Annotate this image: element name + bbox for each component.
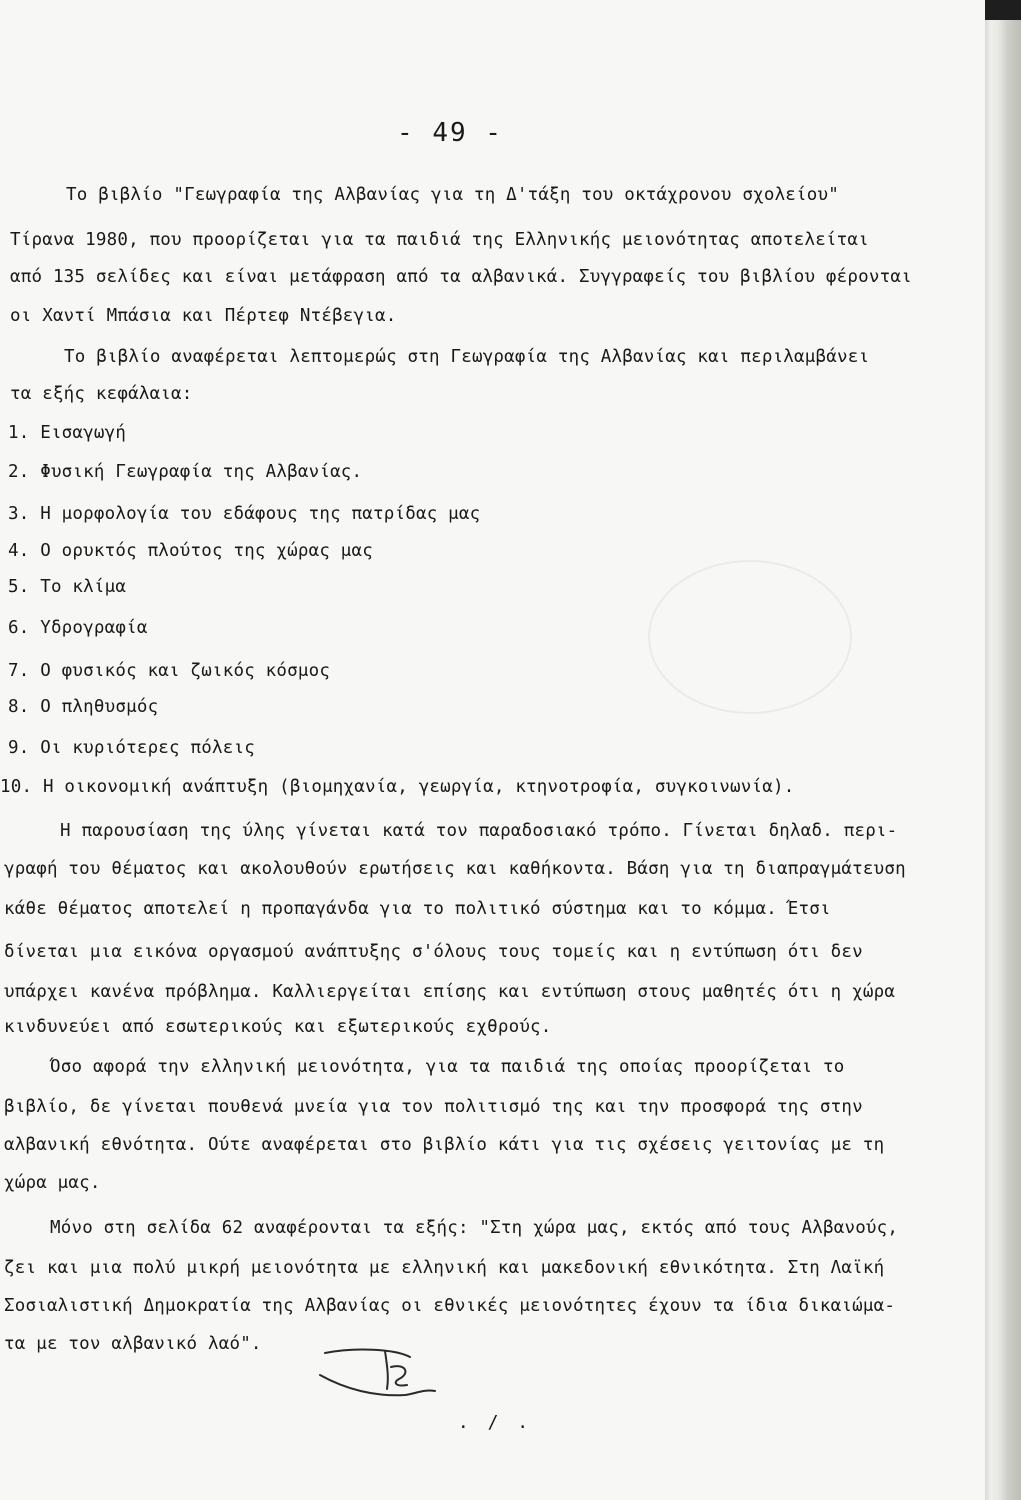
list-item: 4. Ο ορυκτός πλούτος της χώρας μας bbox=[8, 541, 374, 561]
text-line: Η παρουσίαση της ύλης γίνεται κατά τον παραδοσιακό τρόπο. Γίνεται δηλαδ. περι- bbox=[60, 821, 898, 841]
text-line: Σοσιαλιστική Δημοκρατία της Αλβανίας οι εθνικές μειονότητες έχουν τα ίδια δικαιώμα- bbox=[4, 1296, 896, 1316]
text-line: βιβλίο, δε γίνεται πουθενά μνεία για τον πολιτισμό της και την προσφορά της στην bbox=[4, 1097, 863, 1117]
text-line: από 135 σελίδες και είναι μετάφραση από τα αλβανικά. Συγγραφείς του βιβλίου φέρονται bbox=[10, 267, 912, 287]
text-line: Τίρανα 1980, που προορίζεται για τα παιδιά της Ελληνικής μειονότητας αποτελείται bbox=[10, 230, 869, 250]
list-item: 7. Ο φυσικός και ζωικός κόσμος bbox=[8, 661, 331, 681]
list-item: 2. Φυσική Γεωγραφία της Αλβανίας. bbox=[8, 462, 363, 482]
list-item: 9. Οι κυριότερες πόλεις bbox=[8, 738, 255, 758]
list-item: 3. Η μορφολογία του εδάφους της πατρίδας μας bbox=[8, 504, 481, 524]
handwritten-signature bbox=[315, 1345, 445, 1405]
text-line: κινδυνεύει από εσωτερικούς και εξωτερικούς εχθρούς. bbox=[4, 1017, 552, 1037]
text-line: Μόνο στη σελίδα 62 αναφέρονται τα εξής: "Στη χώρα μας, εκτός από τους Αλβανούς, bbox=[50, 1218, 899, 1238]
list-item: 8. Ο πληθυσμός bbox=[8, 697, 159, 717]
text-line: κάθε θέματος αποτελεί η προπαγάνδα για το πολιτικό σύστημα και το κόμμα. Έτσι bbox=[4, 899, 831, 919]
text-line: χώρα μας. bbox=[4, 1173, 101, 1193]
faded-stamp bbox=[648, 560, 852, 714]
text-line: Όσο αφορά την ελληνική μειονότητα, για τα παιδιά της οποίας προορίζεται το bbox=[50, 1057, 845, 1077]
text-line: Το βιβλίο "Γεωγραφία της Αλβανίας για τη Δ'τάξη του οκτάχρονου σχολείου" bbox=[66, 185, 839, 205]
list-item: 10. Η οικονομική ανάπτυξη (βιομηχανία, γεωργία, κτηνοτροφία, συγκοινωνία). bbox=[0, 777, 795, 797]
text-line: Το βιβλίο αναφέρεται λεπτομερώς στη Γεωγραφία της Αλβανίας και περιλαμβάνει bbox=[64, 347, 870, 367]
text-line: τα εξής κεφάλαια: bbox=[10, 384, 193, 404]
list-item: 1. Εισαγωγή bbox=[8, 423, 127, 443]
text-line: ζει και μια πολύ μικρή μειονότητα με ελληνική και μακεδονική εθνικότητα. Στη Λαϊκή bbox=[4, 1258, 885, 1278]
list-item: 5. Το κλίμα bbox=[8, 577, 127, 597]
page-edge bbox=[985, 0, 1021, 1500]
page-number: - 49 - bbox=[397, 118, 503, 148]
text-line: τα με τον αλβανικό λαό". bbox=[4, 1334, 262, 1354]
text-line: γραφή του θέματος και ακολουθούν ερωτήσεις και καθήκοντα. Βάση για τη διαπραγμάτευση bbox=[4, 859, 906, 879]
continuation-mark: . / . bbox=[457, 1412, 533, 1433]
page-edge-shadow bbox=[985, 0, 1021, 20]
list-item: 6. Υδρογραφία bbox=[8, 618, 148, 638]
text-line: αλβανική εθνότητα. Ούτε αναφέρεται στο βιβλίο κάτι για τις σχέσεις γειτονίας με τη bbox=[4, 1135, 885, 1155]
text-line: δίνεται μια εικόνα οργασμού ανάπτυξης σ'όλους τους τομείς και η εντύπωση ότι δεν bbox=[4, 942, 863, 962]
text-line: οι Χαντί Μπάσια και Πέρτεφ Ντέβεγια. bbox=[10, 306, 397, 326]
text-line: υπάρχει κανένα πρόβλημα. Καλλιεργείται επίσης και εντύπωση στους μαθητές ότι η χώρα bbox=[4, 982, 896, 1002]
